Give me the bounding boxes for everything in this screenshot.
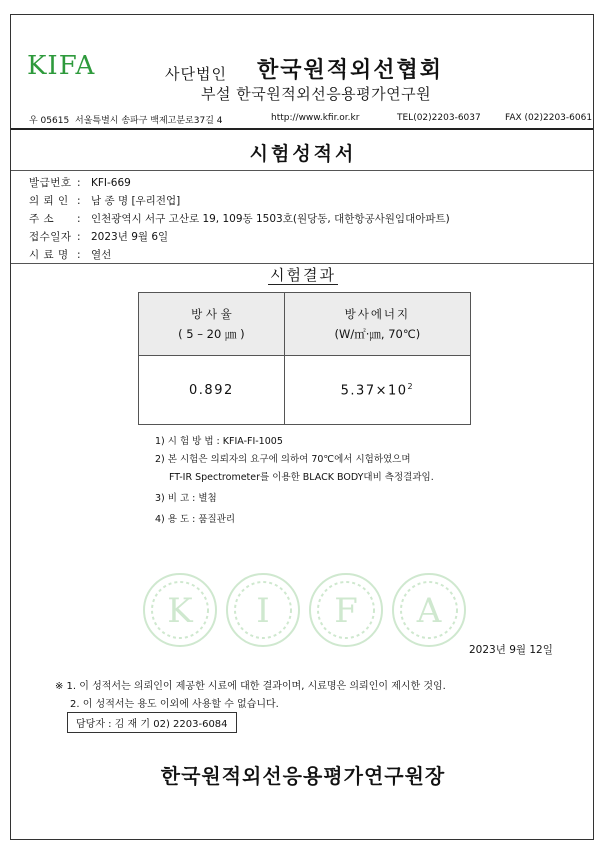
info-label: 시 료 명: [29, 249, 69, 261]
radiant-energy-value: $5.37\times 10^2$: [284, 356, 470, 425]
watermark-letter: I: [256, 591, 270, 631]
disclaimer-1: ※ 1. 이 성적서는 의뢰인이 제공한 시료에 대한 결과이며, 시료명은 의뢰인이 제시한 것임.: [55, 681, 446, 692]
divider: [11, 128, 593, 130]
kifa-logo: KIFA: [27, 51, 96, 81]
certificate-page: [10, 14, 594, 840]
note-test-condition-cont: FT-IR Spectrometer를 이용한 BLACK BODY대비 측정결과임.: [169, 472, 434, 483]
emissivity-value: 0.892: [139, 356, 285, 425]
disclaimer-2: 2. 이 성적서는 용도 이외에 사용할 수 없습니다.: [70, 699, 279, 710]
info-value: KFI-669: [91, 177, 131, 189]
note-remarks: 3) 비 고 : 별첨: [155, 493, 217, 504]
document-title: 시험성적서: [249, 143, 357, 165]
fax: FAX (02)2203-6061: [505, 113, 593, 123]
website-link[interactable]: http://www.kfir.or.kr: [271, 113, 360, 123]
info-row-sample-name: 시 료 명 : 열선: [29, 249, 112, 261]
divider: [11, 170, 593, 171]
postal-code: 우 05615: [29, 116, 70, 126]
info-row-receipt-date: 접수일자 : 2023년 9월 6일: [29, 231, 169, 243]
address-line: [29, 113, 593, 125]
info-value: 남 종 명 [우리전업]: [91, 195, 181, 207]
org-name: 한국원적외선협회: [257, 58, 444, 83]
info-value: 2023년 9월 6일: [91, 231, 169, 243]
watermark-letter: F: [334, 591, 358, 631]
org-prefix: 사단법인: [165, 65, 227, 83]
radiant-energy-header: 방사에너지 (W/㎡·㎛, 70℃): [284, 293, 470, 356]
info-label: 접수일자: [29, 231, 72, 243]
info-label: 의 뢰 인: [29, 195, 69, 207]
note-test-condition: 2) 본 시험은 의뢰자의 요구에 의하여 70℃에서 시험하였으며: [155, 454, 411, 465]
note-test-method: 1) 시 험 방 법 : KFIA-FI-1005: [155, 436, 283, 447]
watermark-letter: A: [416, 591, 442, 631]
result-title: 시험결과: [270, 266, 336, 284]
info-value: 열선: [91, 249, 112, 261]
result-table: [138, 292, 471, 425]
manager-contact: 담당자 : 김 재 기 02) 2203-6084: [67, 712, 237, 733]
issue-date: 2023년 9월 12일: [469, 644, 553, 656]
address: 서울특별시 송파구 백제고분로37길 4: [75, 116, 223, 126]
kifa-watermark-seal: [139, 555, 471, 665]
director-signature-title: 한국원적외선응용평가연구원장: [160, 764, 446, 788]
info-label: 발급번호: [29, 177, 72, 189]
note-purpose: 4) 용 도 : 품질관리: [155, 514, 236, 525]
info-row-address: 주 소 : 인천광역시 서구 고산로 19, 109동 1503호(원당동, 대한항공사원임대아파트): [29, 213, 450, 225]
telephone: TEL(02)2203-6037: [397, 113, 481, 123]
info-row-issue-number: 발급번호 : KFI-669: [29, 177, 131, 189]
info-label: 주 소: [29, 213, 55, 225]
info-row-client: 의 뢰 인 : 남 종 명 [우리전업]: [29, 195, 181, 207]
org-subtitle: 부설 한국원적외선응용평가연구원: [201, 85, 432, 103]
info-value: 인천광역시 서구 고산로 19, 109동 1503호(원당동, 대한항공사원임대아파트): [91, 213, 450, 225]
watermark-letter: K: [167, 591, 193, 631]
emissivity-header: 방 사 율 ( 5 – 20 ㎛ ): [139, 293, 285, 356]
